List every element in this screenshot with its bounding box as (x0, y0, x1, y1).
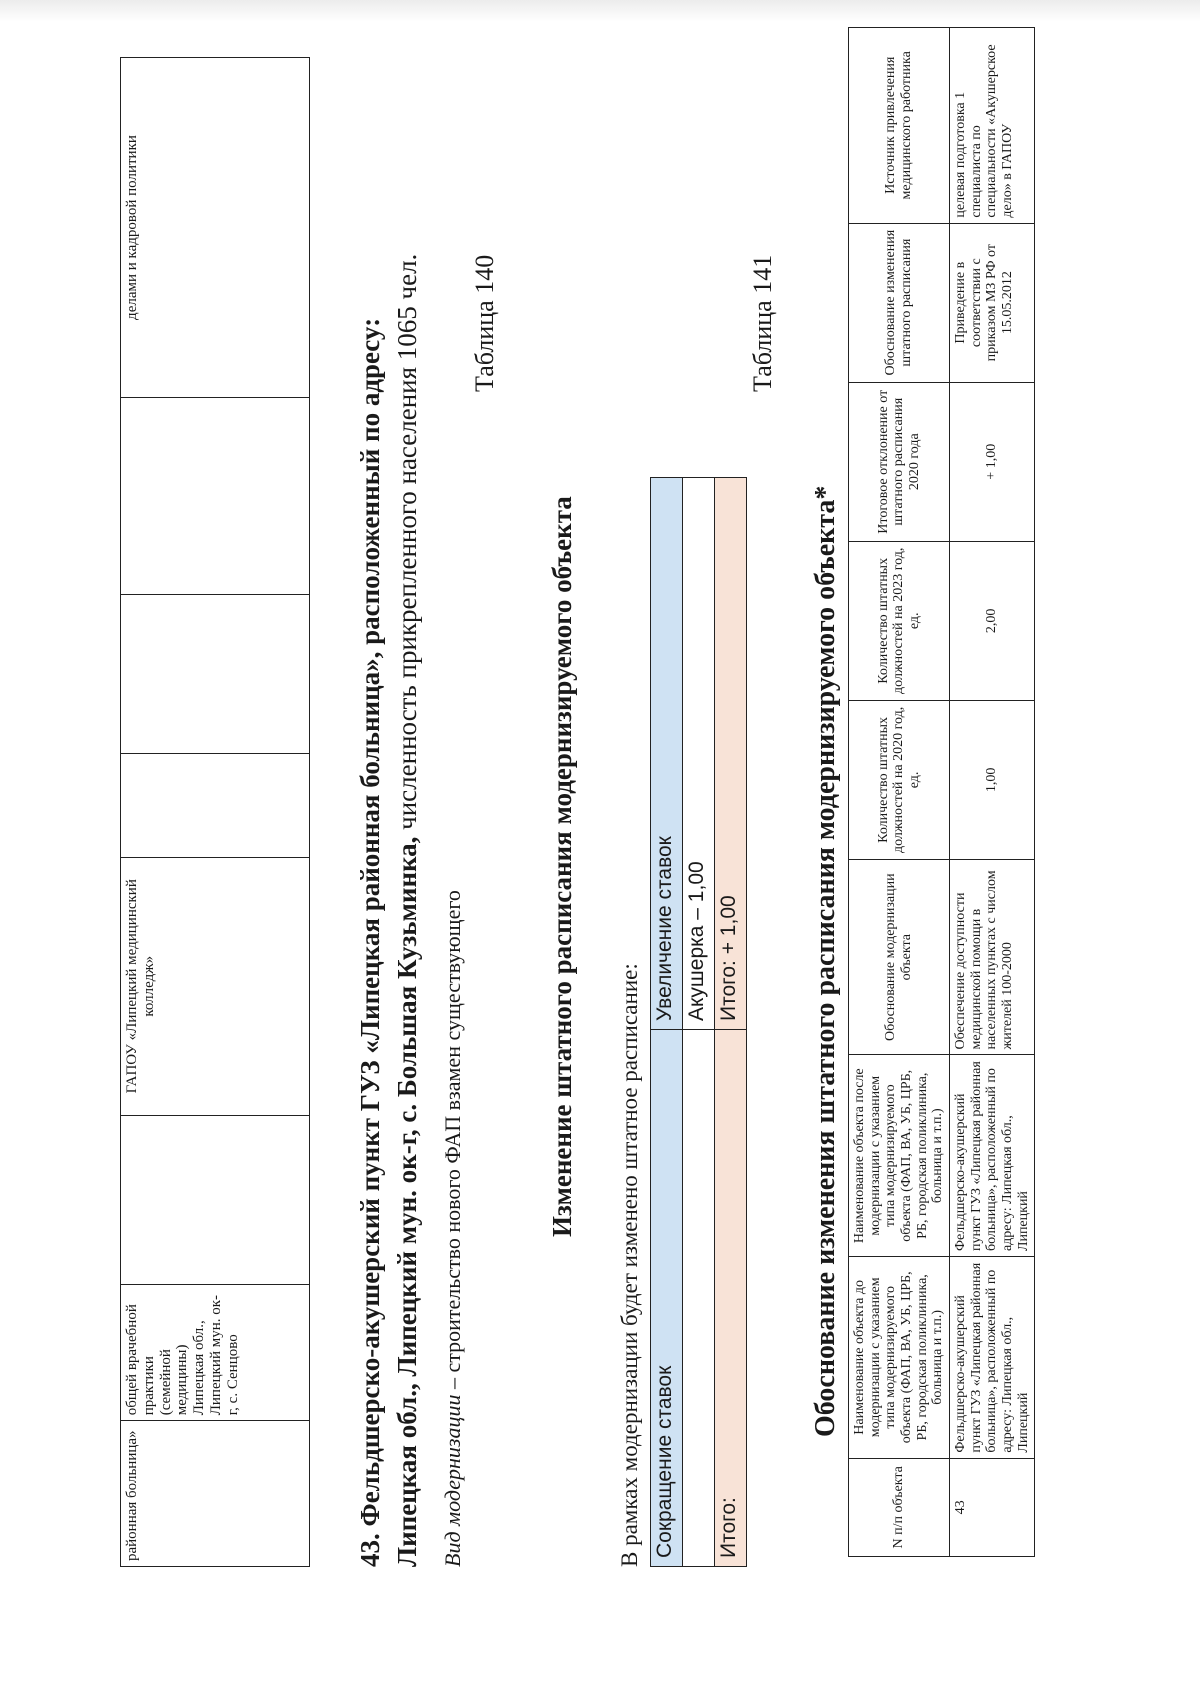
cell: Фельдшерско-акушерский пункт ГУЗ «Липецкая районная больница», расположенный по адресу: Липецкая обл., Липецкий (950, 1055, 1035, 1257)
increase-total: Итого: + 1,00 (715, 478, 747, 1030)
header-cell: Наименование объекта после модернизации с указанием типа модернизируемого объекта (ФАП, ВА, УБ, ЦРБ, РБ, городская поликлиника, больница и т.п.) (849, 1055, 950, 1257)
table-row (651, 478, 683, 1567)
continuation-table (120, 57, 310, 1567)
cell: Фельдшерско-акушерский пункт ГУЗ «Липецкая районная больница», расположенный по адресу: Липецкая обл., Липецкий (950, 1257, 1035, 1459)
cell: общей врачебной практики (семейной медицины) Липецкая обл., Липецкий мун. ок-г, с. Сенцово (121, 1284, 310, 1421)
modernization-type-label: Вид модернизации (440, 1394, 465, 1567)
increase-value: Акушерка – 1,00 (683, 478, 715, 1030)
header-cell: Источник привлечения медицинского работника (849, 28, 950, 224)
table-row (950, 28, 1035, 1557)
table-141-number: Таблица 141 (748, 254, 777, 392)
header-cell: Обоснование изменения штатного расписания (849, 223, 950, 382)
cell: ГАПОУ «Липецкий медицинский колледж» (121, 857, 310, 1115)
heading-population: численность прикрепленного населения 1065 чел. (392, 253, 423, 837)
cell: 43 (950, 1458, 1035, 1556)
modernization-type-value: – строительство нового ФАП взамен существующего (440, 890, 465, 1395)
modernization-type (440, 890, 466, 1567)
table-row (715, 478, 747, 1567)
cell: целевая подготовка 1 специалиста по специальности «Акушерское дело» в ГАПОУ (950, 28, 1035, 224)
cell (121, 398, 310, 594)
header-cell: Количество штатных должностей на 2020 год, ед. (849, 700, 950, 859)
reduction-value (683, 1030, 715, 1567)
justification-table (848, 27, 1035, 1557)
heading-line-1: 43. Фельдшерско-акушерский пункт ГУЗ «Липецкая районная больница», расположенный по адресу: (355, 317, 385, 1567)
cell: Обеспечение доступности медицинской помощи в населенных пунктах с числом жителей 100-2000 (950, 859, 1035, 1055)
object-heading (352, 107, 427, 1567)
header-cell: Обоснование модернизации объекта (849, 859, 950, 1055)
reduction-header: Сокращение ставок (651, 1030, 683, 1567)
staff-change-table (650, 477, 747, 1567)
header-cell: Наименование объекта до модернизации с указанием типа модернизируемого объекта (ФАП, ВА, УБ, ЦРБ, РБ, городская поликлиника, больница и т.п.) (849, 1257, 950, 1459)
cell: 2,00 (950, 541, 1035, 700)
table-header-row (849, 28, 950, 1557)
header-cell: Количество штатных должностей на 2023 год, ед. (849, 541, 950, 700)
header-cell: N п/п объекта (849, 1458, 950, 1556)
table-row (683, 478, 715, 1567)
cell (121, 1115, 310, 1284)
heading-address: Липецкая обл., Липецкий мун. ок-г, с. Большая Кузьминка, (392, 836, 423, 1567)
cell: Приведение в соответствии с приказом МЗ РФ от 15.05.2012 (950, 223, 1035, 382)
cell (121, 594, 310, 753)
cell: + 1,00 (950, 382, 1035, 541)
header-cell: Итоговое отклонение от штатного расписания 2020 года (849, 382, 950, 541)
reduction-total: Итого: (715, 1030, 747, 1567)
table-140-intro: В рамках модернизации будет изменено штатное расписание: (617, 963, 642, 1567)
table-140-title: Изменение штатного расписания модернизируемого объекта (547, 496, 577, 1237)
increase-header: Увеличение ставок (651, 478, 683, 1030)
cell (121, 753, 310, 857)
heading-line-2 (389, 107, 426, 1567)
cell: делами и кадровой политики (121, 58, 310, 398)
cell: 1,00 (950, 700, 1035, 859)
cell: районная больница» (121, 1421, 310, 1567)
table-141-title: Обоснование изменения штатного расписания модернизируемого объекта* (810, 485, 841, 1437)
table-140-number: Таблица 140 (470, 254, 499, 392)
